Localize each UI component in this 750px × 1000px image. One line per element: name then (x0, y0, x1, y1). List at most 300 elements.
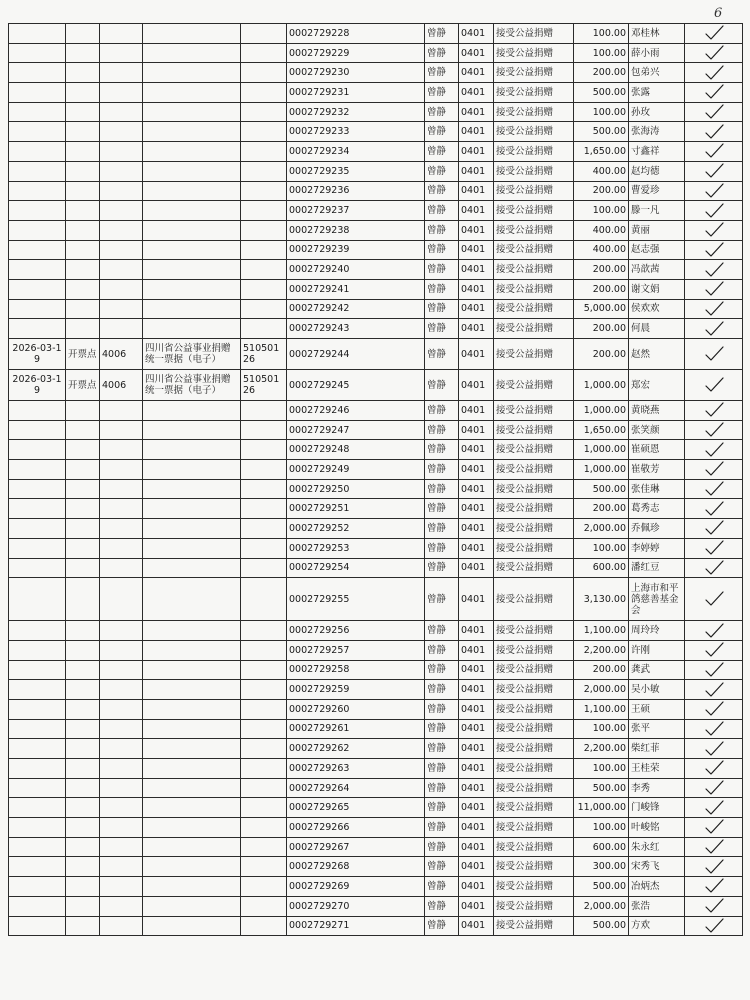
cell-date (9, 260, 66, 280)
cell-date (9, 818, 66, 838)
table-row (9, 719, 743, 739)
cell-verified (685, 83, 743, 103)
cell-item-code: 0401 (459, 558, 494, 578)
checkmark-icon (703, 721, 725, 737)
cell-item-name: 接受公益捐赠 (494, 142, 574, 162)
cell-item-name: 接受公益捐赠 (494, 896, 574, 916)
checkmark-icon (703, 560, 725, 576)
cell-date (9, 680, 66, 700)
cell-issue-point (66, 538, 100, 558)
cell-bill-name (143, 578, 241, 621)
cell-amount: 1,000.00 (574, 401, 629, 421)
cell-verified (685, 319, 743, 339)
checkmark-icon (703, 65, 725, 81)
table-row (9, 877, 743, 897)
cell-bill-name (143, 420, 241, 440)
cell-amount: 400.00 (574, 220, 629, 240)
cell-bill-number: 0002729246 (287, 401, 425, 421)
cell-date (9, 319, 66, 339)
cell-donor: 冶炳杰 (629, 877, 685, 897)
cell-handler: 曾静 (425, 220, 459, 240)
table-row (9, 181, 743, 201)
cell-donor: 方欢 (629, 916, 685, 936)
cell-issue-point (66, 319, 100, 339)
cell-date (9, 220, 66, 240)
cell-verified (685, 240, 743, 260)
cell-issue-point (66, 719, 100, 739)
cell-amount: 200.00 (574, 319, 629, 339)
cell-donor: 周玲玲 (629, 621, 685, 641)
cell-handler: 曾静 (425, 24, 459, 44)
cell-bill-name (143, 102, 241, 122)
cell-bill-number: 0002729236 (287, 181, 425, 201)
cell-bill-name (143, 201, 241, 221)
cell-amount: 1,100.00 (574, 699, 629, 719)
cell-org-code (100, 660, 143, 680)
cell-org-code: 4006 (100, 370, 143, 401)
cell-bill-code: 51050126 (241, 339, 287, 370)
cell-item-name: 接受公益捐赠 (494, 499, 574, 519)
checkmark-icon (703, 422, 725, 438)
cell-amount: 100.00 (574, 43, 629, 63)
cell-date (9, 857, 66, 877)
checkmark-icon (703, 281, 725, 297)
cell-bill-code (241, 699, 287, 719)
cell-bill-code (241, 142, 287, 162)
table-row (9, 621, 743, 641)
cell-donor: 门峻锋 (629, 798, 685, 818)
cell-org-code (100, 479, 143, 499)
cell-item-code: 0401 (459, 181, 494, 201)
checkmark-icon (703, 104, 725, 120)
cell-org-code (100, 877, 143, 897)
cell-issue-point (66, 916, 100, 936)
cell-date (9, 479, 66, 499)
cell-bill-number: 0002729268 (287, 857, 425, 877)
cell-org-code (100, 299, 143, 319)
cell-handler: 曾静 (425, 578, 459, 621)
cell-item-code: 0401 (459, 220, 494, 240)
cell-amount: 500.00 (574, 877, 629, 897)
cell-handler: 曾静 (425, 240, 459, 260)
cell-item-name: 接受公益捐赠 (494, 916, 574, 936)
cell-verified (685, 818, 743, 838)
cell-donor: 侯欢欢 (629, 299, 685, 319)
cell-bill-number: 0002729271 (287, 916, 425, 936)
cell-handler: 曾静 (425, 660, 459, 680)
table-row (9, 83, 743, 103)
cell-date (9, 201, 66, 221)
cell-amount: 200.00 (574, 339, 629, 370)
cell-donor: 上海市和平鸽慈善基金会 (629, 578, 685, 621)
cell-item-name: 接受公益捐赠 (494, 319, 574, 339)
cell-bill-code (241, 896, 287, 916)
cell-bill-name (143, 479, 241, 499)
cell-bill-number: 0002729263 (287, 759, 425, 779)
cell-item-code: 0401 (459, 260, 494, 280)
checkmark-icon (703, 780, 725, 796)
cell-amount: 2,200.00 (574, 739, 629, 759)
cell-handler: 曾静 (425, 122, 459, 142)
cell-handler: 曾静 (425, 63, 459, 83)
cell-bill-number: 0002729267 (287, 837, 425, 857)
cell-item-name: 接受公益捐赠 (494, 877, 574, 897)
donation-ledger-table (8, 23, 743, 936)
cell-bill-number: 0002729264 (287, 778, 425, 798)
cell-bill-code (241, 916, 287, 936)
checkmark-icon (703, 346, 725, 362)
page-number-mark: 6 (714, 6, 723, 21)
cell-handler: 曾静 (425, 339, 459, 370)
cell-bill-name (143, 24, 241, 44)
cell-handler: 曾静 (425, 519, 459, 539)
cell-verified (685, 299, 743, 319)
cell-donor: 郑宏 (629, 370, 685, 401)
cell-bill-name (143, 759, 241, 779)
cell-bill-number: 0002729258 (287, 660, 425, 680)
cell-amount: 200.00 (574, 260, 629, 280)
cell-issue-point (66, 460, 100, 480)
cell-org-code (100, 778, 143, 798)
cell-bill-name (143, 680, 241, 700)
cell-item-code: 0401 (459, 719, 494, 739)
cell-date (9, 460, 66, 480)
cell-bill-number: 0002729247 (287, 420, 425, 440)
cell-bill-code (241, 759, 287, 779)
cell-issue-point (66, 122, 100, 142)
cell-org-code (100, 122, 143, 142)
cell-verified (685, 460, 743, 480)
cell-bill-code (241, 420, 287, 440)
cell-handler: 曾静 (425, 558, 459, 578)
cell-donor: 李婷婷 (629, 538, 685, 558)
cell-item-code: 0401 (459, 370, 494, 401)
cell-bill-name (143, 739, 241, 759)
table-row (9, 161, 743, 181)
cell-date (9, 122, 66, 142)
cell-verified (685, 260, 743, 280)
cell-date (9, 719, 66, 739)
cell-org-code (100, 201, 143, 221)
table-row (9, 279, 743, 299)
cell-amount: 200.00 (574, 181, 629, 201)
checkmark-icon (703, 481, 725, 497)
cell-amount: 1,100.00 (574, 621, 629, 641)
checkmark-icon (703, 183, 725, 199)
cell-bill-code (241, 220, 287, 240)
cell-amount: 100.00 (574, 818, 629, 838)
cell-donor: 曹爱珍 (629, 181, 685, 201)
cell-bill-number: 0002729238 (287, 220, 425, 240)
cell-donor: 崔硕恩 (629, 440, 685, 460)
cell-donor: 张笑颜 (629, 420, 685, 440)
cell-handler: 曾静 (425, 319, 459, 339)
cell-bill-number: 0002729230 (287, 63, 425, 83)
cell-bill-code (241, 499, 287, 519)
checkmark-icon (703, 461, 725, 477)
cell-item-name: 接受公益捐赠 (494, 640, 574, 660)
cell-bill-name (143, 440, 241, 460)
cell-verified (685, 778, 743, 798)
table-row (9, 24, 743, 44)
cell-item-code: 0401 (459, 916, 494, 936)
cell-issue-point (66, 83, 100, 103)
table-row (9, 479, 743, 499)
table-row (9, 220, 743, 240)
cell-bill-name (143, 161, 241, 181)
cell-donor: 赵志强 (629, 240, 685, 260)
cell-handler: 曾静 (425, 142, 459, 162)
cell-date (9, 161, 66, 181)
cell-bill-name (143, 719, 241, 739)
cell-org-code (100, 798, 143, 818)
cell-bill-number: 0002729254 (287, 558, 425, 578)
cell-item-name: 接受公益捐赠 (494, 181, 574, 201)
table-row (9, 759, 743, 779)
cell-donor: 龚武 (629, 660, 685, 680)
cell-item-name: 接受公益捐赠 (494, 370, 574, 401)
cell-amount: 100.00 (574, 102, 629, 122)
cell-donor: 黄晓燕 (629, 401, 685, 421)
cell-bill-code (241, 24, 287, 44)
cell-handler: 曾静 (425, 279, 459, 299)
cell-issue-point: 开票点 (66, 370, 100, 401)
cell-bill-code (241, 621, 287, 641)
cell-bill-number: 0002729233 (287, 122, 425, 142)
cell-amount: 2,000.00 (574, 519, 629, 539)
table-row (9, 102, 743, 122)
cell-verified (685, 401, 743, 421)
cell-item-code: 0401 (459, 798, 494, 818)
cell-item-name: 接受公益捐赠 (494, 63, 574, 83)
cell-bill-number: 0002729243 (287, 319, 425, 339)
cell-donor: 包弟兴 (629, 63, 685, 83)
cell-bill-number: 0002729240 (287, 260, 425, 280)
cell-amount: 100.00 (574, 201, 629, 221)
cell-item-code: 0401 (459, 640, 494, 660)
cell-handler: 曾静 (425, 621, 459, 641)
cell-handler: 曾静 (425, 83, 459, 103)
cell-item-name: 接受公益捐赠 (494, 240, 574, 260)
cell-verified (685, 759, 743, 779)
cell-bill-code (241, 401, 287, 421)
cell-item-code: 0401 (459, 499, 494, 519)
cell-bill-code (241, 578, 287, 621)
cell-org-code (100, 63, 143, 83)
cell-bill-code (241, 43, 287, 63)
cell-bill-number: 0002729231 (287, 83, 425, 103)
cell-item-code: 0401 (459, 778, 494, 798)
cell-handler: 曾静 (425, 440, 459, 460)
cell-bill-number: 0002729259 (287, 680, 425, 700)
cell-date (9, 837, 66, 857)
cell-handler: 曾静 (425, 420, 459, 440)
cell-handler: 曾静 (425, 460, 459, 480)
checkmark-icon (703, 203, 725, 219)
cell-org-code (100, 680, 143, 700)
cell-date (9, 142, 66, 162)
cell-bill-name (143, 279, 241, 299)
cell-bill-number: 0002729253 (287, 538, 425, 558)
cell-donor: 黄丽 (629, 220, 685, 240)
cell-handler: 曾静 (425, 798, 459, 818)
cell-verified (685, 370, 743, 401)
cell-org-code (100, 24, 143, 44)
table-row (9, 142, 743, 162)
cell-bill-name (143, 837, 241, 857)
cell-item-code: 0401 (459, 299, 494, 319)
cell-handler: 曾静 (425, 739, 459, 759)
cell-amount: 500.00 (574, 778, 629, 798)
cell-bill-number: 0002729229 (287, 43, 425, 63)
cell-date (9, 102, 66, 122)
cell-donor: 叶峻铭 (629, 818, 685, 838)
cell-date (9, 798, 66, 818)
cell-amount: 1,000.00 (574, 440, 629, 460)
cell-date (9, 739, 66, 759)
cell-date (9, 43, 66, 63)
cell-date (9, 538, 66, 558)
cell-item-code: 0401 (459, 759, 494, 779)
cell-item-name: 接受公益捐赠 (494, 519, 574, 539)
cell-verified (685, 558, 743, 578)
table-row (9, 778, 743, 798)
cell-date (9, 24, 66, 44)
cell-amount: 500.00 (574, 916, 629, 936)
cell-org-code (100, 240, 143, 260)
cell-issue-point (66, 43, 100, 63)
cell-bill-number: 0002729248 (287, 440, 425, 460)
checkmark-icon (703, 262, 725, 278)
checkmark-icon (703, 623, 725, 639)
cell-item-name: 接受公益捐赠 (494, 818, 574, 838)
checkmark-icon (703, 662, 725, 678)
cell-issue-point (66, 818, 100, 838)
cell-verified (685, 142, 743, 162)
cell-bill-number: 0002729266 (287, 818, 425, 838)
table-row (9, 798, 743, 818)
cell-item-code: 0401 (459, 877, 494, 897)
cell-item-name: 接受公益捐赠 (494, 339, 574, 370)
cell-amount: 600.00 (574, 837, 629, 857)
cell-bill-code (241, 719, 287, 739)
cell-issue-point (66, 621, 100, 641)
cell-donor: 赵然 (629, 339, 685, 370)
cell-item-code: 0401 (459, 401, 494, 421)
cell-verified (685, 877, 743, 897)
cell-bill-number: 0002729250 (287, 479, 425, 499)
cell-bill-code (241, 558, 287, 578)
cell-donor: 李秀 (629, 778, 685, 798)
cell-issue-point (66, 63, 100, 83)
cell-verified (685, 279, 743, 299)
cell-bill-number: 0002729262 (287, 739, 425, 759)
cell-bill-code (241, 877, 287, 897)
cell-date (9, 621, 66, 641)
cell-issue-point (66, 896, 100, 916)
cell-bill-code (241, 260, 287, 280)
cell-amount: 300.00 (574, 857, 629, 877)
cell-item-name: 接受公益捐赠 (494, 220, 574, 240)
cell-issue-point (66, 161, 100, 181)
cell-item-name: 接受公益捐赠 (494, 260, 574, 280)
cell-item-code: 0401 (459, 578, 494, 621)
cell-verified (685, 857, 743, 877)
cell-donor: 滕一凡 (629, 201, 685, 221)
cell-bill-number: 0002729269 (287, 877, 425, 897)
table-row (9, 201, 743, 221)
cell-handler: 曾静 (425, 719, 459, 739)
cell-item-code: 0401 (459, 142, 494, 162)
cell-donor: 潘红豆 (629, 558, 685, 578)
cell-handler: 曾静 (425, 916, 459, 936)
checkmark-icon (703, 124, 725, 140)
cell-item-name: 接受公益捐赠 (494, 401, 574, 421)
cell-donor: 崔敬芳 (629, 460, 685, 480)
checkmark-icon (703, 84, 725, 100)
cell-org-code (100, 818, 143, 838)
cell-bill-name: 四川省公益事业捐赠统一票据（电子） (143, 370, 241, 401)
cell-issue-point (66, 440, 100, 460)
cell-item-code: 0401 (459, 24, 494, 44)
cell-issue-point (66, 680, 100, 700)
cell-bill-number: 0002729252 (287, 519, 425, 539)
cell-date (9, 181, 66, 201)
checkmark-icon (703, 800, 725, 816)
cell-item-name: 接受公益捐赠 (494, 699, 574, 719)
cell-item-code: 0401 (459, 857, 494, 877)
cell-donor: 朱永红 (629, 837, 685, 857)
cell-item-code: 0401 (459, 102, 494, 122)
cell-bill-code (241, 519, 287, 539)
cell-item-name: 接受公益捐赠 (494, 122, 574, 142)
cell-bill-number: 0002729235 (287, 161, 425, 181)
cell-date (9, 778, 66, 798)
table-row (9, 837, 743, 857)
cell-handler: 曾静 (425, 479, 459, 499)
table-row (9, 578, 743, 621)
cell-item-name: 接受公益捐赠 (494, 460, 574, 480)
cell-issue-point (66, 798, 100, 818)
cell-amount: 200.00 (574, 660, 629, 680)
cell-item-name: 接受公益捐赠 (494, 440, 574, 460)
cell-issue-point (66, 102, 100, 122)
cell-org-code (100, 857, 143, 877)
cell-bill-code (241, 240, 287, 260)
cell-item-name: 接受公益捐赠 (494, 83, 574, 103)
cell-donor: 许刚 (629, 640, 685, 660)
cell-date (9, 660, 66, 680)
cell-date (9, 640, 66, 660)
cell-item-name: 接受公益捐赠 (494, 479, 574, 499)
cell-verified (685, 621, 743, 641)
cell-bill-name (143, 621, 241, 641)
cell-item-name: 接受公益捐赠 (494, 778, 574, 798)
cell-issue-point (66, 857, 100, 877)
cell-verified (685, 896, 743, 916)
cell-bill-number: 0002729234 (287, 142, 425, 162)
cell-issue-point (66, 739, 100, 759)
cell-org-code (100, 102, 143, 122)
cell-bill-code (241, 739, 287, 759)
cell-org-code (100, 420, 143, 440)
cell-org-code (100, 837, 143, 857)
cell-org-code (100, 401, 143, 421)
cell-bill-name (143, 220, 241, 240)
cell-verified (685, 63, 743, 83)
cell-item-code: 0401 (459, 837, 494, 857)
cell-amount: 11,000.00 (574, 798, 629, 818)
